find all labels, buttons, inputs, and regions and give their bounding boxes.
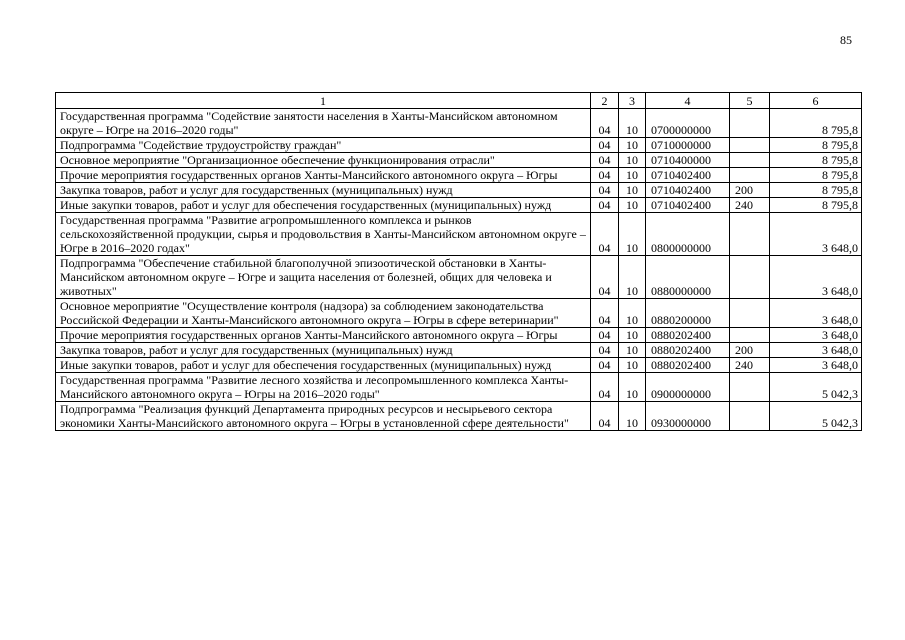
subsection-code-cell: 10 — [619, 109, 646, 138]
target-article-cell: 0710402400 — [646, 168, 730, 183]
target-article-cell: 0930000000 — [646, 402, 730, 431]
row-name-cell: Подпрограмма "Обеспечение стабильной благополучной эпизоотической обстановки в Ханты-Мансийском автономном округе – Югре и защита населения от болезней, общих для человека и животных" — [56, 256, 591, 299]
amount-cell: 3 648,0 — [770, 213, 862, 256]
table-row — [56, 153, 862, 168]
subsection-code-cell: 10 — [619, 328, 646, 343]
subsection-code-cell: 10 — [619, 358, 646, 373]
expense-type-cell — [730, 373, 770, 402]
target-article-cell: 0880202400 — [646, 358, 730, 373]
expense-type-cell — [730, 168, 770, 183]
expense-type-cell: 200 — [730, 343, 770, 358]
table-row — [56, 168, 862, 183]
expense-type-cell: 240 — [730, 198, 770, 213]
section-code-cell: 04 — [591, 328, 619, 343]
target-article-cell: 0880000000 — [646, 256, 730, 299]
budget-table — [55, 92, 862, 431]
header-row — [56, 93, 862, 109]
section-code-cell: 04 — [591, 213, 619, 256]
amount-cell: 5 042,3 — [770, 402, 862, 431]
row-name-cell: Государственная программа "Содействие занятости населения в Ханты-Мансийском автономном округе – Югре на 2016–2020 годы" — [56, 109, 591, 138]
amount-cell: 3 648,0 — [770, 256, 862, 299]
subsection-code-cell: 10 — [619, 343, 646, 358]
column-header: 4 — [646, 93, 730, 109]
target-article-cell: 0880202400 — [646, 343, 730, 358]
section-code-cell: 04 — [591, 183, 619, 198]
subsection-code-cell: 10 — [619, 153, 646, 168]
expense-type-cell — [730, 109, 770, 138]
subsection-code-cell: 10 — [619, 213, 646, 256]
amount-cell: 3 648,0 — [770, 358, 862, 373]
row-name-cell: Прочие мероприятия государственных органов Ханты-Мансийского автономного округа – Югры — [56, 168, 591, 183]
subsection-code-cell: 10 — [619, 256, 646, 299]
section-code-cell: 04 — [591, 138, 619, 153]
target-article-cell: 0710400000 — [646, 153, 730, 168]
expense-type-cell — [730, 328, 770, 343]
amount-cell: 8 795,8 — [770, 153, 862, 168]
table-row — [56, 213, 862, 256]
amount-cell: 3 648,0 — [770, 343, 862, 358]
target-article-cell: 0880202400 — [646, 328, 730, 343]
table-row — [56, 299, 862, 328]
row-name-cell: Подпрограмма "Реализация функций Департамента природных ресурсов и несырьевого сектора экономики Ханты-Мансийского автономного округа – Югры в установленной сфере деятельности" — [56, 402, 591, 431]
target-article-cell: 0700000000 — [646, 109, 730, 138]
subsection-code-cell: 10 — [619, 373, 646, 402]
subsection-code-cell: 10 — [619, 168, 646, 183]
target-article-cell: 0710402400 — [646, 198, 730, 213]
expense-type-cell — [730, 213, 770, 256]
amount-cell: 8 795,8 — [770, 198, 862, 213]
column-header: 2 — [591, 93, 619, 109]
column-header: 1 — [56, 93, 591, 109]
table-row — [56, 402, 862, 431]
amount-cell: 8 795,8 — [770, 109, 862, 138]
amount-cell: 8 795,8 — [770, 168, 862, 183]
section-code-cell: 04 — [591, 153, 619, 168]
subsection-code-cell: 10 — [619, 402, 646, 431]
column-header: 6 — [770, 93, 862, 109]
expense-type-cell — [730, 153, 770, 168]
amount-cell: 3 648,0 — [770, 328, 862, 343]
amount-cell: 8 795,8 — [770, 183, 862, 198]
section-code-cell: 04 — [591, 358, 619, 373]
target-article-cell: 0710000000 — [646, 138, 730, 153]
target-article-cell: 0880200000 — [646, 299, 730, 328]
table-row — [56, 183, 862, 198]
target-article-cell: 0710402400 — [646, 183, 730, 198]
target-article-cell: 0800000000 — [646, 213, 730, 256]
table-row — [56, 198, 862, 213]
row-name-cell: Прочие мероприятия государственных органов Ханты-Мансийского автономного округа – Югры — [56, 328, 591, 343]
row-name-cell: Основное мероприятие "Осуществление контроля (надзора) за соблюдением законодательства Российской Федерации и Ханты-Мансийского автономного округа – Югры в сфере ветеринарии" — [56, 299, 591, 328]
section-code-cell: 04 — [591, 373, 619, 402]
table-row — [56, 328, 862, 343]
column-header: 3 — [619, 93, 646, 109]
row-name-cell: Иные закупки товаров, работ и услуг для обеспечения государственных (муниципальных) нужд — [56, 198, 591, 213]
subsection-code-cell: 10 — [619, 198, 646, 213]
row-name-cell: Иные закупки товаров, работ и услуг для обеспечения государственных (муниципальных) нужд — [56, 358, 591, 373]
section-code-cell: 04 — [591, 343, 619, 358]
row-name-cell: Закупка товаров, работ и услуг для государственных (муниципальных) нужд — [56, 183, 591, 198]
subsection-code-cell: 10 — [619, 138, 646, 153]
section-code-cell: 04 — [591, 299, 619, 328]
table-row — [56, 358, 862, 373]
section-code-cell: 04 — [591, 168, 619, 183]
table-row — [56, 109, 862, 138]
target-article-cell: 0900000000 — [646, 373, 730, 402]
expense-type-cell: 240 — [730, 358, 770, 373]
row-name-cell: Государственная программа "Развитие лесного хозяйства и лесопромышленного комплекса Ханты-Мансийского автономного округа – Югры на 2016–2020 годы" — [56, 373, 591, 402]
section-code-cell: 04 — [591, 402, 619, 431]
row-name-cell: Подпрограмма "Содействие трудоустройству граждан" — [56, 138, 591, 153]
table-row — [56, 373, 862, 402]
amount-cell: 8 795,8 — [770, 138, 862, 153]
row-name-cell: Основное мероприятие "Организационное обеспечение функционирования отрасли" — [56, 153, 591, 168]
amount-cell: 3 648,0 — [770, 299, 862, 328]
expense-type-cell — [730, 402, 770, 431]
column-header: 5 — [730, 93, 770, 109]
subsection-code-cell: 10 — [619, 183, 646, 198]
expense-type-cell — [730, 138, 770, 153]
table-row — [56, 256, 862, 299]
table-row — [56, 343, 862, 358]
section-code-cell: 04 — [591, 109, 619, 138]
page-number: 85 — [840, 33, 852, 47]
table-row — [56, 138, 862, 153]
row-name-cell: Закупка товаров, работ и услуг для государственных (муниципальных) нужд — [56, 343, 591, 358]
expense-type-cell: 200 — [730, 183, 770, 198]
section-code-cell: 04 — [591, 256, 619, 299]
subsection-code-cell: 10 — [619, 299, 646, 328]
expense-type-cell — [730, 299, 770, 328]
expense-type-cell — [730, 256, 770, 299]
amount-cell: 5 042,3 — [770, 373, 862, 402]
section-code-cell: 04 — [591, 198, 619, 213]
row-name-cell: Государственная программа "Развитие агропромышленного комплекса и рынков сельскохозяйственной продукции, сырья и продовольствия в Ханты-Мансийском автономном округе – Югре в 2016–2020 годах" — [56, 213, 591, 256]
